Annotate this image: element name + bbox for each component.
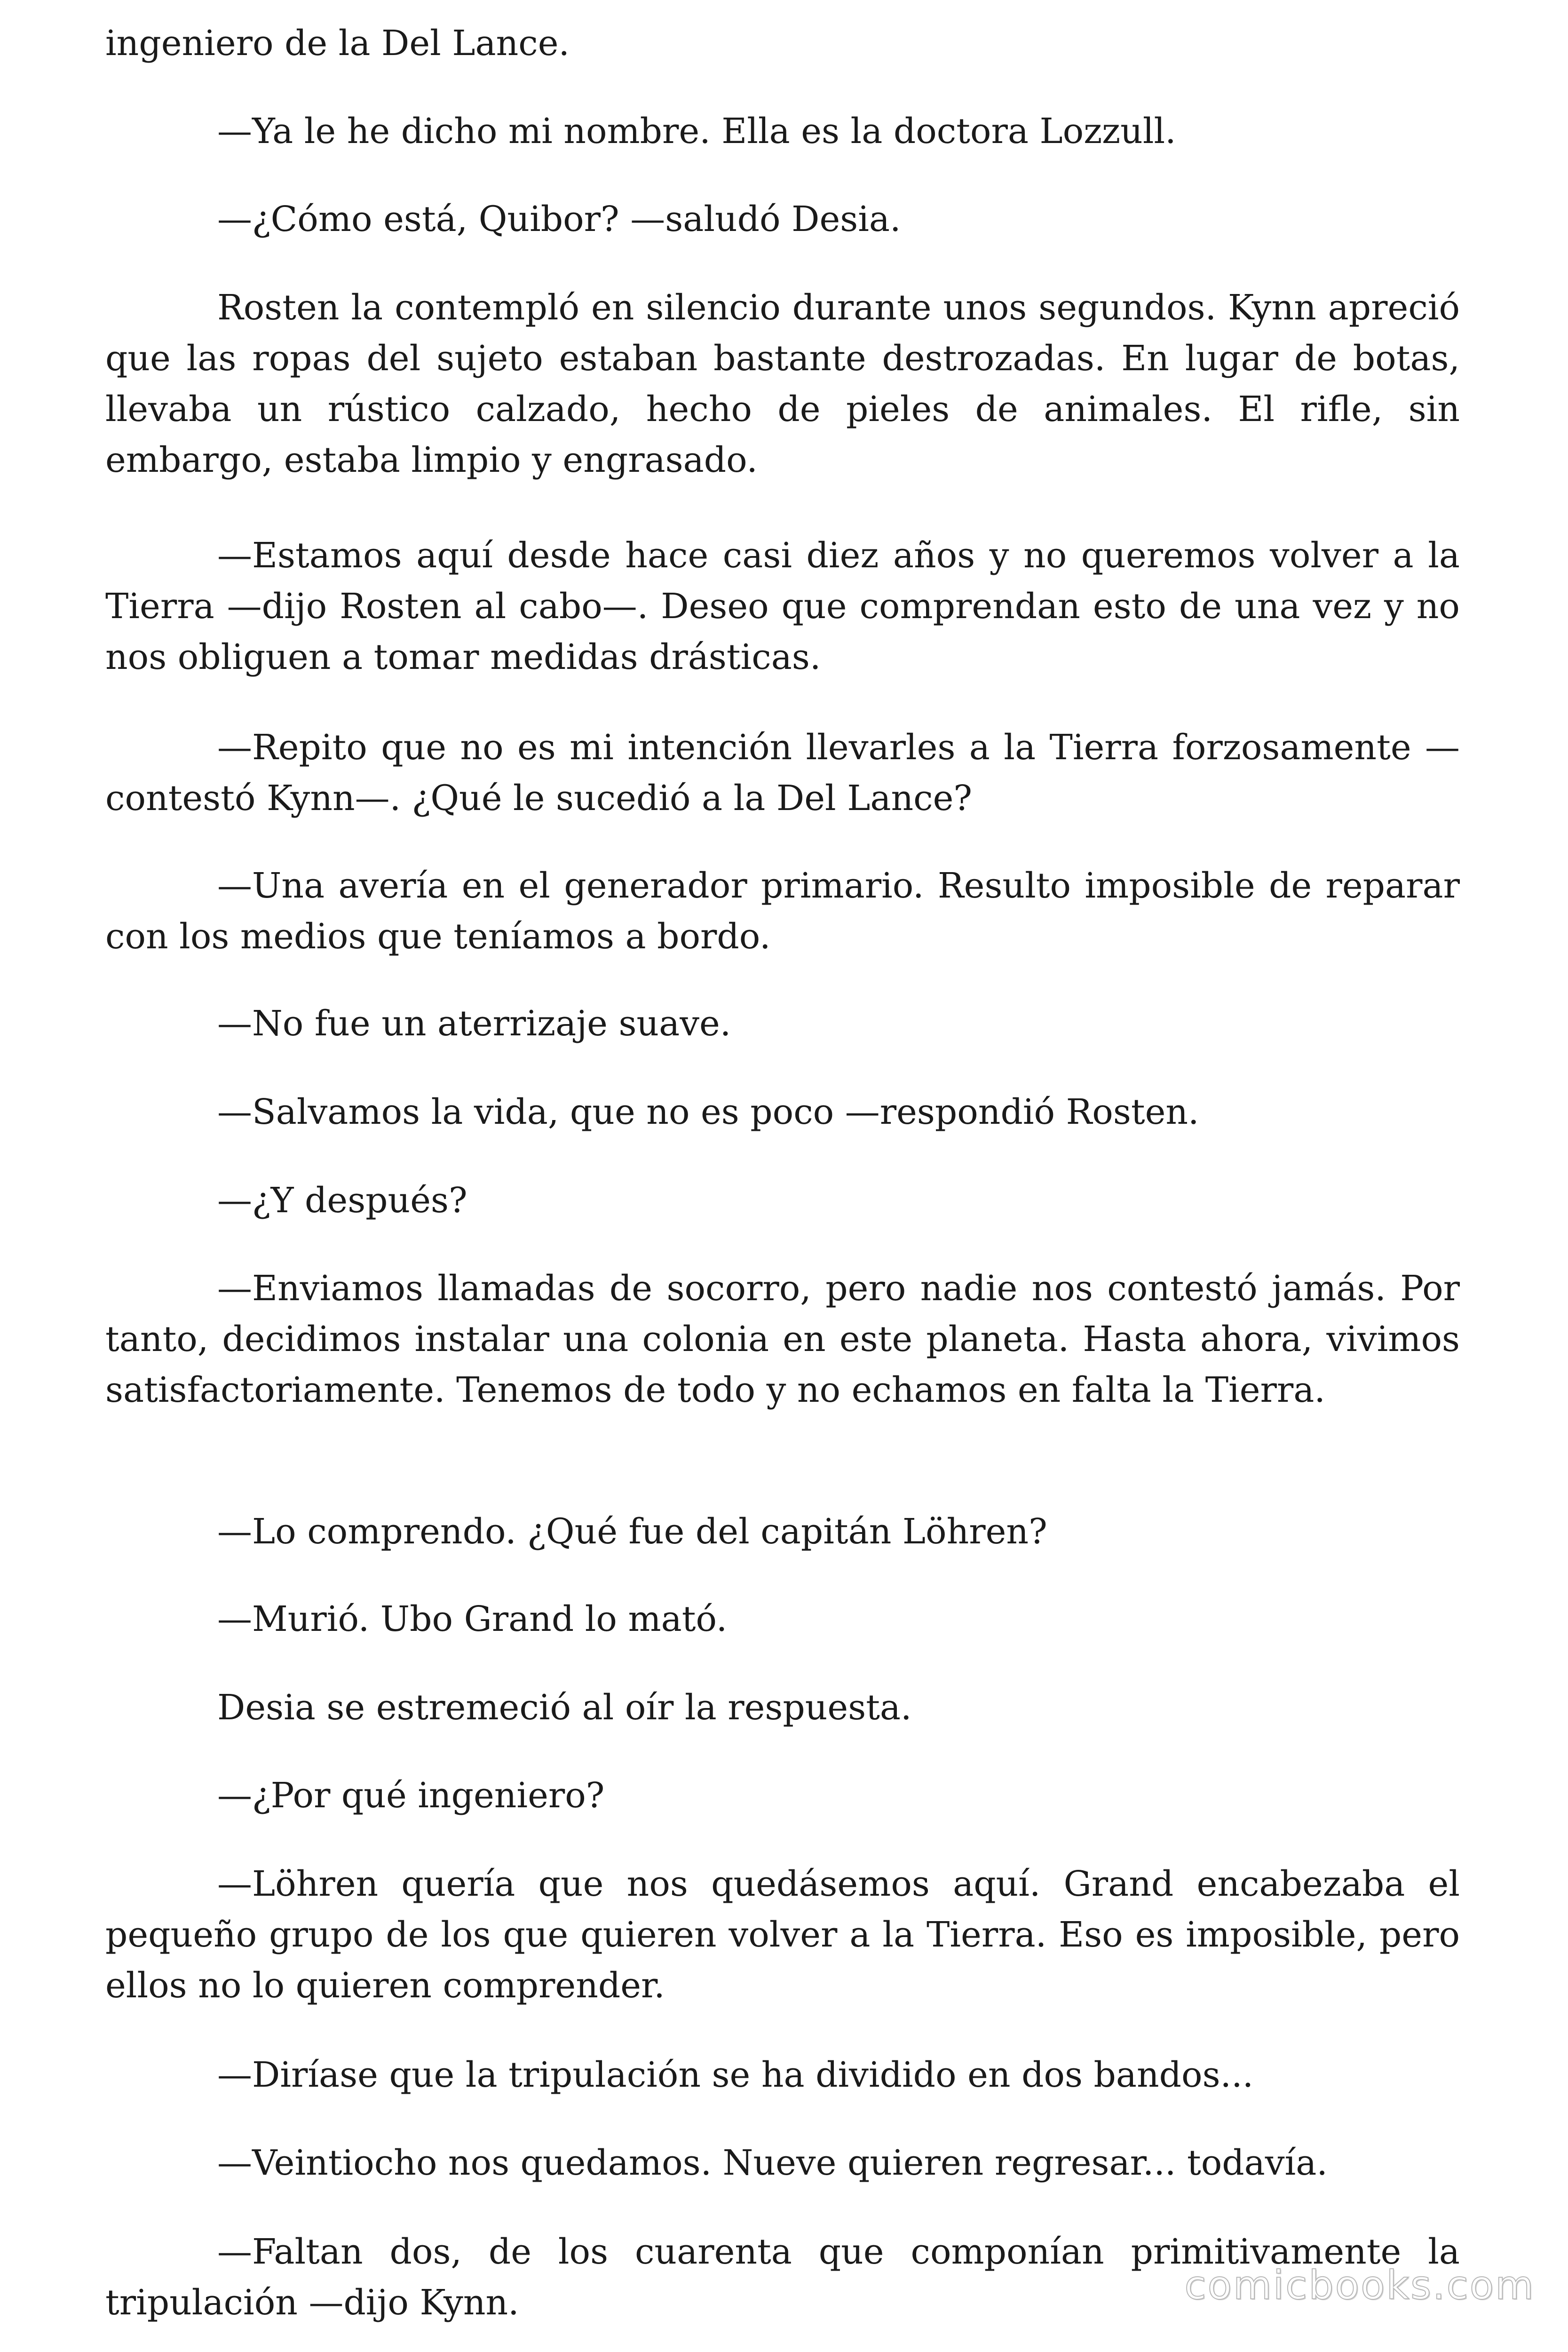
- paragraph-5: —Estamos aquí desde hace casi diez años y no queremos volver a la Tierra —dijo Rosten al cabo—. Deseo que comprendan esto de una vez y no nos obliguen a tomar medidas drásticas.: [105, 535, 1460, 677]
- paragraph-13: —Murió. Ubo Grand lo mató.: [217, 1599, 728, 1639]
- paragraph-15: —¿Por qué ingeniero?: [217, 1775, 605, 1816]
- paragraph-1: ingeniero de la Del Lance.: [105, 23, 570, 64]
- paragraph-11: —Enviamos llamadas de socorro, pero nadie nos contestó jamás. Por tanto, decidimos instalar una colonia en este planeta. Hasta ahora, vivimos satisfactoriamente. Tenemos de todo y no echamos en falta la Tierra.: [105, 1268, 1460, 1410]
- paragraph-16: —Löhren quería que nos quedásemos aquí. Grand encabezaba el pequeño grupo de los que quieren volver a la Tierra. Eso es imposible, pero ellos no lo quieren comprender.: [105, 1864, 1460, 2006]
- paragraph-18: —Veintiocho nos quedamos. Nueve quieren regresar... todavía.: [217, 2143, 1328, 2183]
- paragraph-9: —Salvamos la vida, que no es poco —respondió Rosten.: [217, 1092, 1199, 1132]
- paragraph-19: —Faltan dos, de los cuarenta que componían primitivamente la tripulación —dijo Kynn.: [105, 2232, 1460, 2323]
- paragraph-4: Rosten la contempló en silencio durante unos segundos. Kynn apreció que las ropas del sujeto estaban bastante destrozadas. En lugar de botas, llevaba un rústico calzado, hecho de pieles de animales. El rifle, sin embargo, estaba limpio y engrasado.: [105, 287, 1460, 480]
- paragraph-7: —Una avería en el generador primario. Resulto imposible de reparar con los medios que teníamos a bordo.: [105, 866, 1460, 957]
- paragraph-2: —Ya le he dicho mi nombre. Ella es la doctora Lozzull.: [217, 111, 1176, 151]
- paragraph-10: —¿Y después?: [217, 1180, 467, 1221]
- paragraph-6: —Repito que no es mi intención llevarles a la Tierra forzosamente —contestó Kynn—. ¿Qué le sucedió a la Del Lance?: [105, 727, 1460, 818]
- paragraph-12: —Lo comprendo. ¿Qué fue del capitán Löhren?: [217, 1511, 1047, 1552]
- watermark: comicbooks.com: [1184, 2262, 1535, 2308]
- paragraph-3: —¿Cómo está, Quibor? —saludó Desia.: [217, 199, 901, 239]
- book-page: [105, 0, 1460, 2352]
- paragraph-14: Desia se estremeció al oír la respuesta.: [217, 1687, 912, 1728]
- paragraph-8: —No fue un aterrizaje suave.: [217, 1003, 731, 1044]
- paragraph-17: —Diríase que la tripulación se ha dividido en dos bandos...: [217, 2055, 1254, 2095]
